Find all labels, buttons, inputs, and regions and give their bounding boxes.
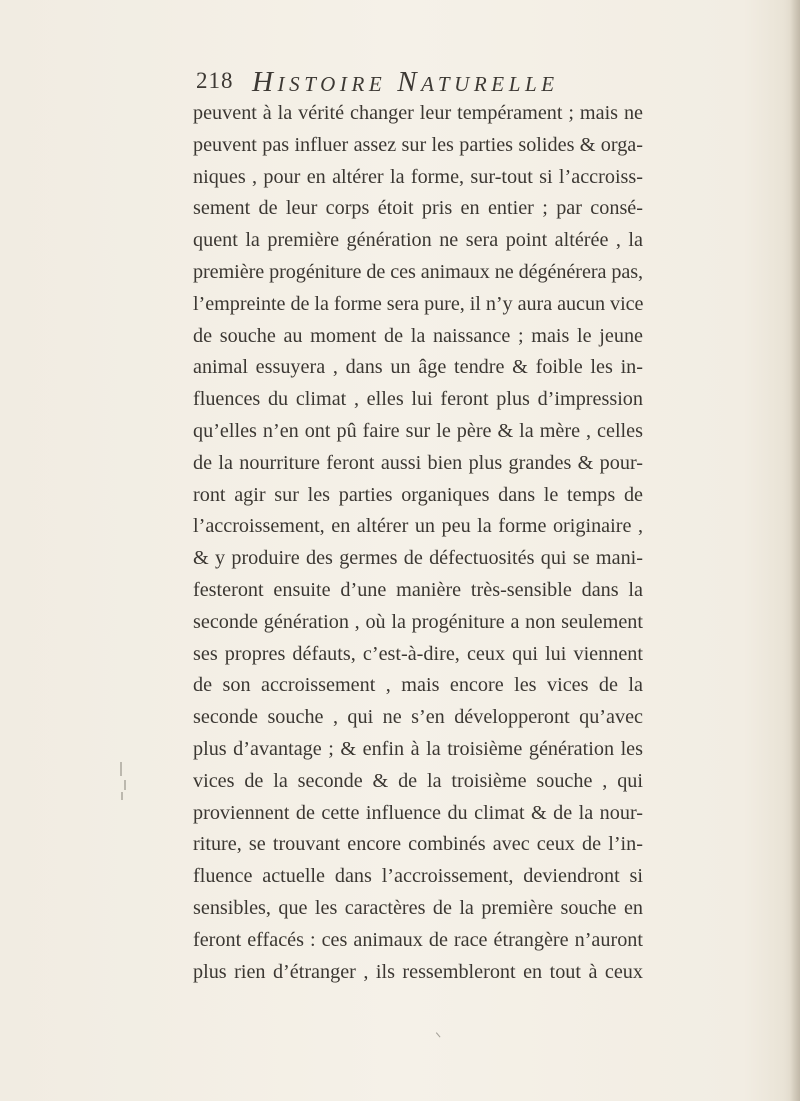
margin-marks [118,762,138,802]
text-line: l’accroissement, en altérer un peu la forme originaire , [193,515,643,538]
text-line: fluences du climat , elles lui feront plus d’impression [193,388,643,411]
text-line: ses propres défauts, c’est-à-dire, ceux qui lui viennent [193,642,643,665]
page-edge-shadow [790,0,800,1101]
text-line: peuvent pas influer assez sur les parties solides & orga- [193,133,643,156]
page-number: 218 [196,68,234,93]
text-line: peuvent à la vérité changer leur tempérament ; mais ne [193,102,643,124]
text-line: seconde souche , qui ne s’en développeront qu’avec [193,706,643,729]
text-line: fluence actuelle dans l’accroissement, deviendront si [193,865,643,888]
text-line: qu’elles n’en ont pû faire sur le père & la mère , celles [193,419,643,442]
text-line: plus rien d’étranger , ils ressembleront en tout à ceux [193,960,643,983]
text-line: sensibles, que les caractères de la première souche en [193,896,643,919]
text-line: plus d’avantage ; & enfin à la troisième génération les [193,737,643,760]
text-line: seconde génération , où la progéniture a non seulement [193,610,643,633]
text-line: proviennent de cette influence du climat & de la nour- [193,801,643,824]
text-line: vices de la seconde & de la troisième souche , qui [193,769,643,792]
text-line: l’empreinte de la forme sera pure, il n’y aura aucun vice [193,292,644,315]
text-line: première progéniture de ces animaux ne dégénérera pas, [193,260,643,283]
text-line: feront effacés : ces animaux de race étrangère n’auront [193,928,643,951]
text-line: & y produire des germes de défectuosités qui se mani- [193,547,643,570]
text-line: animal essuyera , dans un âge tendre & foible les in- [193,356,643,379]
text-line: festeront ensuite d’une manière très-sensible dans la [193,578,643,601]
text-line: niques , pour en altérer la forme, sur-tout si l’accroiss- [193,165,643,188]
running-head: HISTOIRE NATURELLE [252,66,559,98]
stray-mark [436,1028,445,1037]
text-line: sement de leur corps étoit pris en entier ; par consé- [193,197,643,220]
text-line: riture, se trouvant encore combinés avec ceux de l’in- [193,833,643,856]
text-line: de la nourriture feront aussi bien plus grandes & pour- [193,451,643,474]
body-text [193,98,643,988]
text-line: de son accroissement , mais encore les vices de la [193,674,643,697]
text-line: ront agir sur les parties organiques dans le temps de [193,483,643,506]
page-header [196,68,636,100]
text-line: quent la première génération ne sera point altérée , la [193,229,643,252]
text-line: de souche au moment de la naissance ; mais le jeune [193,324,643,347]
